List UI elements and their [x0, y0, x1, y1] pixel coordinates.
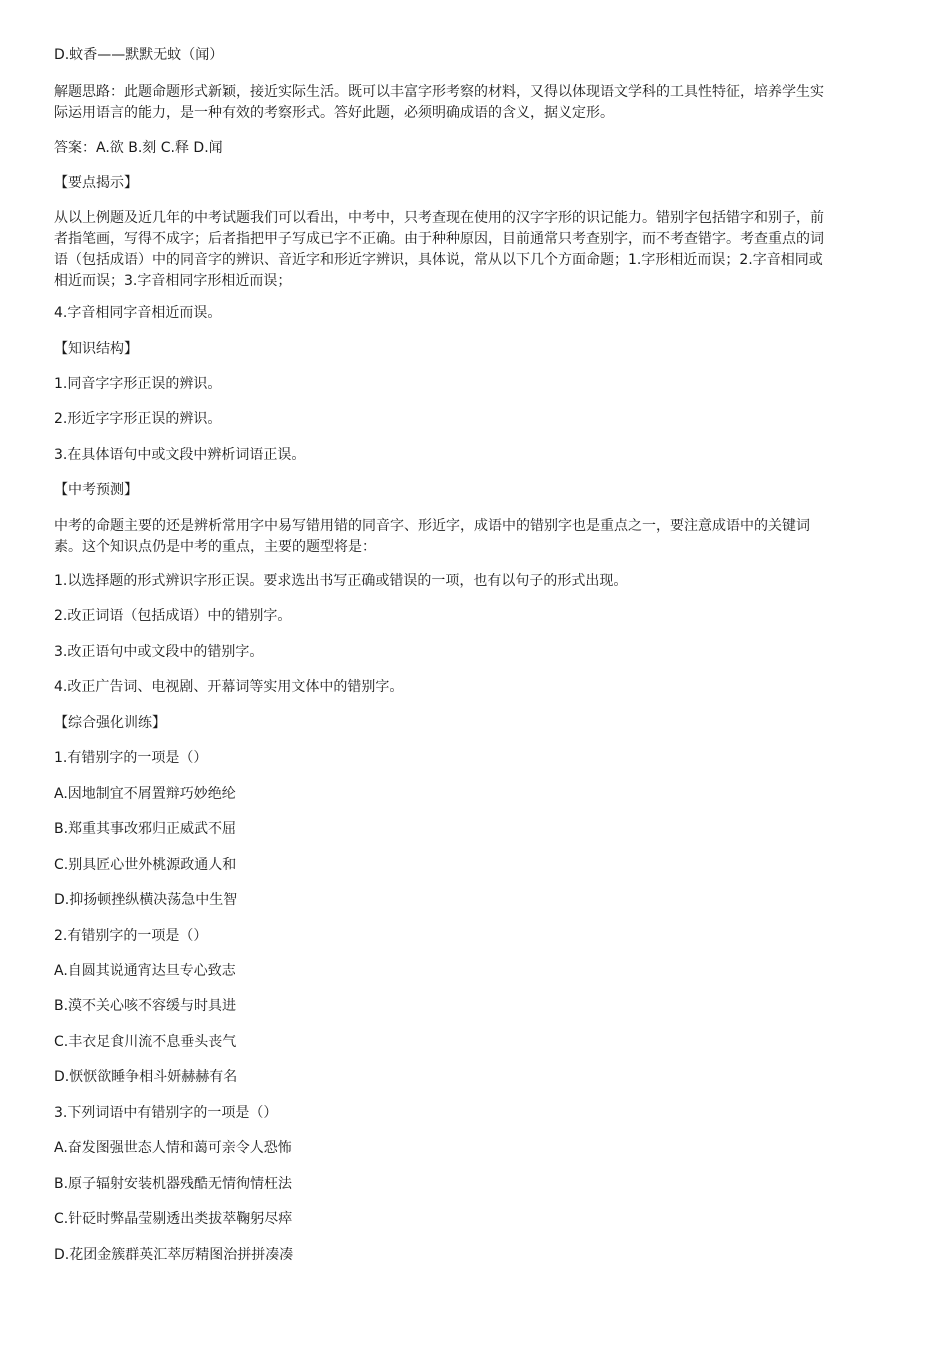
text-line: D.蚊香——默默无蚊（闻） [54, 47, 224, 63]
paragraph-yaodian [54, 208, 906, 292]
text-line: 1.同音字字形正误的辨识。 [54, 376, 222, 392]
text-line: 中考的命题主要的还是辨析常用字中易写错用错的同音字、形近字，成语中的错别字也是重点之一，要注意成语中的关键词 [54, 518, 810, 534]
question-option: A.奋发图强世态人情和蔼可亲令人恐怖 [54, 1140, 292, 1156]
text-line: 3.在具体语句中或文段中辨析词语正误。 [54, 447, 306, 463]
text-line: 4.改正广告词、电视剧、开幕词等实用文体中的错别字。 [54, 679, 404, 695]
section-heading: 【要点揭示】 [54, 175, 138, 191]
question-option: A.自圆其说通宵达旦专心致志 [54, 963, 236, 979]
text-line: 2.改正词语（包括成语）中的错别字。 [54, 608, 292, 624]
question-option: C.别具匠心世外桃源政通人和 [54, 857, 237, 873]
text-line: 解题思路：此题命题形式新颖，接近实际生活。既可以丰富字形考察的材料，又得以体现语文学科的工具性特征，培养学生实 [54, 84, 824, 100]
text-line: 1.以选择题的形式辨识字形正误。要求选出书写正确或错误的一项，也有以句子的形式出现。 [54, 573, 628, 589]
question-option: B.原子辐射安装机器残酷无情徇情枉法 [54, 1176, 293, 1192]
question-stem: 3.下列词语中有错别字的一项是（） [54, 1105, 278, 1121]
question-option: B.郑重其事改邪归正威武不屈 [54, 821, 237, 837]
question-option: A.因地制宜不屑置辩巧妙绝纶 [54, 786, 236, 802]
text-line: 4.字音相同字音相近而误。 [54, 305, 222, 321]
question-stem: 2.有错别字的一项是（） [54, 928, 208, 944]
section-heading: 【知识结构】 [54, 341, 138, 357]
paragraph-yuce [54, 516, 906, 558]
question-option: C.针砭时弊晶莹剔透出类拔萃鞠躬尽瘁 [54, 1211, 293, 1227]
answer-line: 答案：A.欲 B.刻 C.释 D.闻 [54, 140, 223, 156]
text-line: 2.形近字字形正误的辨识。 [54, 411, 222, 427]
question-option: B.漠不关心咳不容缓与时具进 [54, 998, 237, 1014]
question-option: C.丰衣足食川流不息垂头丧气 [54, 1034, 237, 1050]
question-option: D.抑扬顿挫纵横决荡急中生智 [54, 892, 238, 908]
text-line: 从以上例题及近几年的中考试题我们可以看出，中考中，只考查现在使用的汉字字形的识记能力。错别字包括错字和别子，前 [54, 210, 824, 226]
question-stem: 1.有错别字的一项是（） [54, 750, 208, 766]
text-line: 素。这个知识点仍是中考的重点，主要的题型将是： [54, 539, 376, 555]
question-option: D.恹恹欲睡争相斗妍赫赫有名 [54, 1069, 238, 1085]
text-line: 相近而误；3.字音相同字形相近而误； [54, 273, 292, 289]
paragraph-jieti [54, 82, 906, 124]
section-heading: 【综合强化训练】 [54, 715, 166, 731]
text-line: 语（包括成语）中的同音字的辨识、音近字和形近字辨识，具体说，常从以下几个方面命题；1.字形相近而误；2.字音相同或 [54, 252, 823, 268]
text-line: 者指笔画，写得不成字；后者指把甲子写成已字不正确。由于种种原因，目前通常只考查别字，而不考查错字。考查重点的词 [54, 231, 824, 247]
text-line: 际运用语言的能力，是一种有效的考察形式。答好此题，必须明确成语的含义，据义定形。 [54, 105, 614, 121]
question-option: D.花团金簇群英汇萃厉精图治拼拼凑凑 [54, 1247, 294, 1263]
section-heading: 【中考预测】 [54, 482, 138, 498]
text-line: 3.改正语句中或文段中的错别字。 [54, 644, 264, 660]
